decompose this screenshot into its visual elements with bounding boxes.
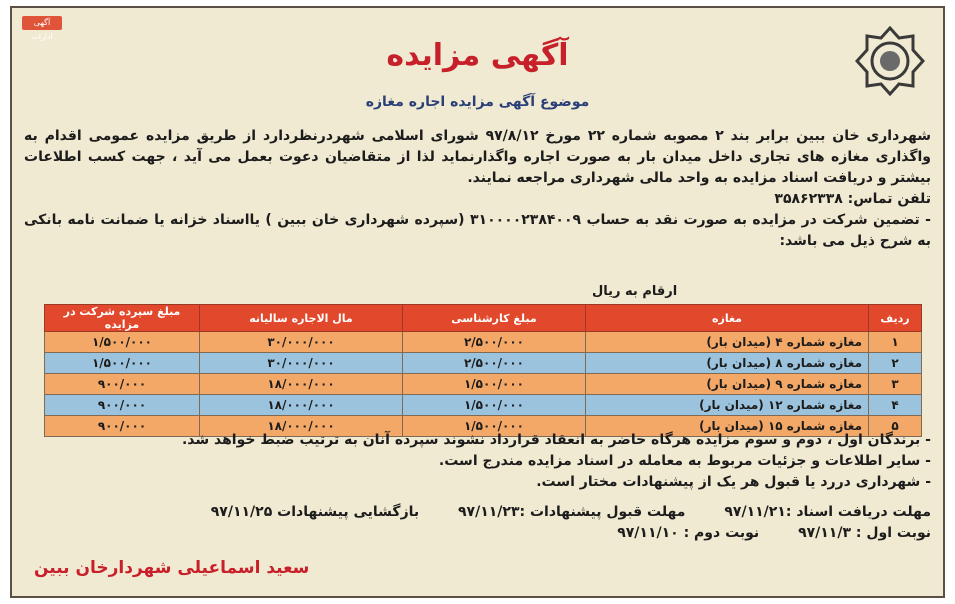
- offers-deadline: مهلت قبول پیشنهادات :۹۷/۱۱/۲۳: [458, 504, 686, 520]
- note-item: - شهرداری دررد یا قبول هر یک از پیشنهادات مختار است.: [536, 474, 931, 490]
- deposit-amount: ۹۰۰/۰۰۰: [45, 395, 200, 416]
- header-row-number: ردیف: [869, 305, 922, 332]
- note-item: - برندگان اول ، دوم و سوم مزایده هرگاه حاضر به انعقاد قرارداد نشوند سپرده آنان به ترتیب ضبط خواهد شد.: [181, 432, 931, 448]
- category-stamp: آگهی ادارات: [22, 16, 62, 30]
- row-number: ۵: [869, 416, 922, 437]
- row-number: ۳: [869, 374, 922, 395]
- page-title: آگهی مزایده: [386, 38, 569, 73]
- signature: سعید اسماعیلی شهردارخان ببین: [34, 558, 310, 578]
- header-expert-price: مبلغ کارشناسی: [403, 305, 586, 332]
- shop-name: مغازه شماره ۴ (میدان بار): [586, 332, 869, 353]
- deadlines-line: [24, 502, 931, 523]
- table-row: [45, 332, 922, 353]
- units-label: ارقام به ریال: [592, 284, 678, 299]
- guarantee-paragraph: - تضمین شرکت در مزایده به صورت نقد به حساب ۳۱۰۰۰۰۲۳۸۴۰۰۹ (سپرده شهرداری خان ببین ) یااسناد خزانه یا ضمانت نامه بانکی به شرح ذیل می باشد:: [24, 212, 931, 249]
- expert-price: ۲/۵۰۰/۰۰۰: [403, 353, 586, 374]
- shop-name: مغازه شماره ۱۲ (میدان بار): [586, 395, 869, 416]
- shop-name: مغازه شماره ۱۵ (میدان بار): [586, 416, 869, 437]
- publish-line: [24, 523, 931, 544]
- page-subtitle: موضوع آگهی مزایده اجاره مغازه: [365, 94, 590, 110]
- annual-rent: ۳۰/۰۰۰/۰۰۰: [200, 332, 403, 353]
- expert-price: ۲/۵۰۰/۰۰۰: [403, 332, 586, 353]
- contact-phone: تلفن تماس: ۳۵۸۶۲۳۳۸: [774, 191, 931, 207]
- annual-rent: ۳۰/۰۰۰/۰۰۰: [200, 353, 403, 374]
- deposit-amount: ۹۰۰/۰۰۰: [45, 416, 200, 437]
- row-number: ۴: [869, 395, 922, 416]
- expert-price: ۱/۵۰۰/۰۰۰: [403, 416, 586, 437]
- shop-name: مغازه شماره ۹ (میدان بار): [586, 374, 869, 395]
- note-item: - سایر اطلاعات و جزئیات مربوط به معامله در اسناد مزایده مندرج است.: [438, 453, 931, 469]
- docs-deadline: مهلت دریافت اسناد :۹۷/۱۱/۲۱: [724, 504, 931, 520]
- table-row: [45, 395, 922, 416]
- deposit-amount: ۹۰۰/۰۰۰: [45, 374, 200, 395]
- header-shop: مغازه: [586, 305, 869, 332]
- deposit-amount: ۱/۵۰۰/۰۰۰: [45, 332, 200, 353]
- annual-rent: ۱۸/۰۰۰/۰۰۰: [200, 374, 403, 395]
- intro-paragraph: شهرداری خان ببین برابر بند ۲ مصوبه شماره ۲۲ مورخ ۹۷/۸/۱۲ شورای اسلامی شهردرنظردارد از طریق مزایده عمومی اقدام به واگذاری مغازه های تجاری داخل میدان بار به صورت اجاره واگذارنماید لذا از متقاضیان دعوت بعمل می آید ، جهت کسب اطلاعات بیشتر و دریافت اسناد مزایده به واحد مالی شهرداری مراجعه نمایند.: [24, 128, 932, 186]
- annual-rent: ۱۸/۰۰۰/۰۰۰: [200, 395, 403, 416]
- expert-price: ۱/۵۰۰/۰۰۰: [403, 374, 586, 395]
- deposit-amount: ۱/۵۰۰/۰۰۰: [45, 353, 200, 374]
- header-deposit: مبلغ سپرده شرکت در مزایده: [45, 305, 200, 332]
- shop-name: مغازه شماره ۸ (میدان بار): [586, 353, 869, 374]
- terms-notes: [24, 430, 931, 493]
- row-number: ۲: [869, 353, 922, 374]
- second-publish-date: نوبت دوم : ۹۷/۱۱/۱۰: [617, 525, 760, 541]
- header-annual-rent: مال الاجاره سالیانه: [200, 305, 403, 332]
- row-number: ۱: [869, 332, 922, 353]
- annual-rent: ۱۸/۰۰۰/۰۰۰: [200, 416, 403, 437]
- advertisement-page: [10, 6, 945, 598]
- opening-date: بازگشایی پیشنهادات ۹۷/۱۱/۲۵: [210, 504, 420, 520]
- first-publish-date: نوبت اول : ۹۷/۱۱/۳: [798, 525, 931, 541]
- announcement-body: [24, 126, 931, 252]
- auction-table: [44, 304, 922, 437]
- table-row: [45, 374, 922, 395]
- table-row: [45, 353, 922, 374]
- expert-price: ۱/۵۰۰/۰۰۰: [403, 395, 586, 416]
- table-header-row: [45, 305, 922, 332]
- deadlines: [24, 502, 931, 544]
